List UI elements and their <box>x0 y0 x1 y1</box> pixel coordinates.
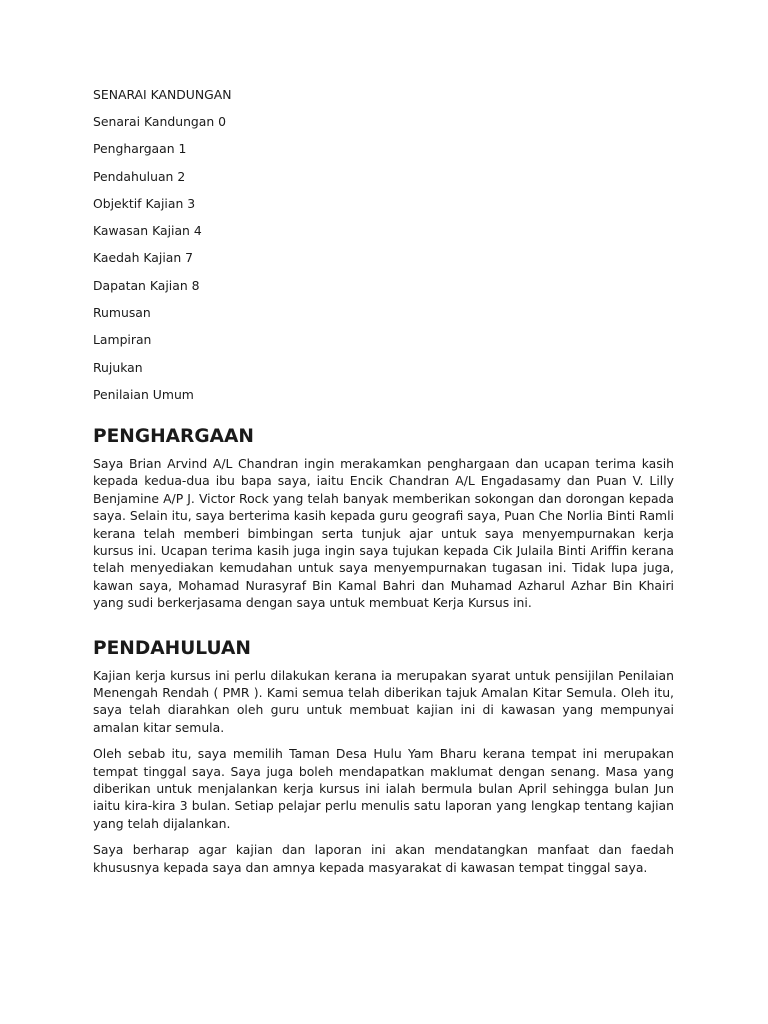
pendahuluan-paragraph: Kajian kerja kursus ini perlu dilakukan kerana ia merupakan syarat untuk pensijilan Penilaian Menengah Rendah ( PMR ). Kami semua telah diberikan tajuk Amalan Kitar Semula. Oleh itu, saya telah diarahkan oleh guru untuk membuat kajian ini di kawasan yang mempunyai amalan kitar semula. <box>93 667 674 735</box>
toc-item: Kaedah Kajian 7 <box>93 250 194 266</box>
toc-title: SENARAI KANDUNGAN <box>93 87 232 102</box>
toc-item: Dapatan Kajian 8 <box>93 277 200 293</box>
document-content <box>93 86 674 876</box>
toc-item: Lampiran <box>93 332 152 348</box>
toc-item: Pendahuluan 2 <box>93 168 186 184</box>
penghargaan-heading: PENGHARGAAN <box>93 425 254 447</box>
toc-item: Penilaian Umum <box>93 386 194 402</box>
toc-item: Penghargaan 1 <box>93 141 187 157</box>
pendahuluan-paragraph: Oleh sebab itu, saya memilih Taman Desa Hulu Yam Bharu kerana tempat ini merupakan tempat tinggal saya. Saya juga boleh mendapatkan maklumat dengan senang. Masa yang diberikan untuk menjalankan kerja kursus ini ialah bermula bulan April sehingga bulan Jun iaitu kira-kira 3 bulan. Setiap pelajar perlu menulis satu laporan yang lengkap tentang kajian yang telah dijalankan. <box>93 746 674 831</box>
toc-item: Rujukan <box>93 359 143 375</box>
toc-item: Objektif Kajian 3 <box>93 195 196 211</box>
pendahuluan-paragraph: Saya berharap agar kajian dan laporan ini akan mendatangkan manfaat dan faedah khususnya kepada saya dan amnya kepada masyarakat di kawasan tempat tinggal saya. <box>93 842 674 875</box>
pendahuluan-heading: PENDAHULUAN <box>93 637 251 659</box>
toc-item: Kawasan Kajian 4 <box>93 223 202 239</box>
toc-item: Senarai Kandungan 0 <box>93 114 227 129</box>
toc-list <box>93 113 674 403</box>
toc-item: Rumusan <box>93 305 151 321</box>
penghargaan-paragraph: Saya Brian Arvind A/L Chandran ingin merakamkan penghargaan dan ucapan terima kasih kepada kedua-dua ibu bapa saya, iaitu Encik Chandran A/L Engadasamy dan Puan V. Lilly Benjamine A/P J. Victor Rock yang telah banyak memberikan sokongan dan dorongan kepada saya. Selain itu, saya berterima kasih kepada guru geografi saya, Puan Che Norlia Binti Ramli kerana telah memberi bimbingan serta tunjuk ajar untuk saya menyempurnakan kerja kursus ini. Ucapan terima kasih juga ingin saya tujukan kepada Cik Julaila Binti Ariffin kerana telah menyediakan kemudahan untuk saya menyempurnakan tugasan ini. Tidak lupa juga, kawan saya, Mohamad Nurasyraf Bin Kamal Bahri dan Muhamad Azharul Azhar Bin Khairi yang sudi berkerjasama dengan saya untuk membuat Kerja Kursus ini. <box>93 455 674 611</box>
